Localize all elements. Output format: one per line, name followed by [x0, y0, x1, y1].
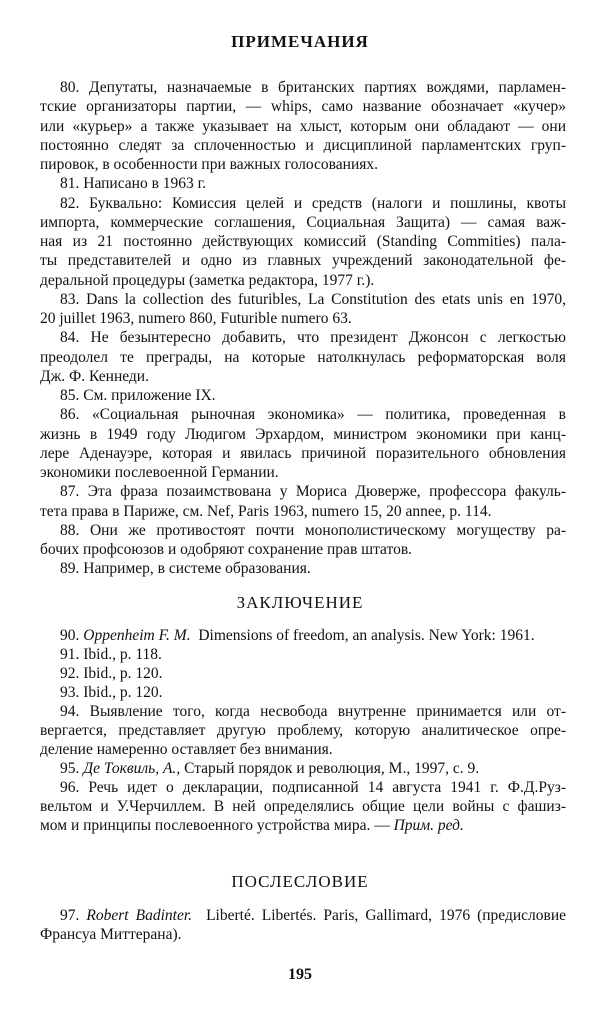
footnote — [40, 559, 566, 578]
footnote-line: деление намеренно оставляет без внимания. — [40, 741, 333, 758]
footnote — [40, 664, 566, 683]
footnote-line: тета права в Париже, см. Nef, Paris 1963, numero 15, 20 annee, p. 114. — [40, 502, 492, 520]
section-heading-conclusion: ЗАКЛЮЧЕНИЕ — [236, 593, 364, 612]
footnote-line: 20 juillet 1963, numero 860, Futurible numero 63. — [40, 310, 352, 327]
footnote-line: вергается, представляет другую проблему, которую аналитическое опре- — [40, 722, 566, 739]
footnote-line: вельтом и У.Черчиллем. В ней определялись общие цели войны с фашиз- — [40, 798, 566, 815]
text: 90. — [60, 627, 84, 644]
footnote-line — [40, 759, 566, 778]
footnote-line: 87. Эта фраза позаимствована у Мориса Дюверже, профессора факуль- — [60, 483, 566, 501]
italic-text: Oppenheim F. M. — [83, 627, 191, 644]
text: Liberté. Libertés. Paris, Gallimard, 1976 (предисловие — [192, 907, 567, 924]
footnote — [40, 290, 566, 329]
footnote-line: 86. «Социальная рыночная экономика» — политика, проведенная в — [60, 406, 566, 424]
footnote-line: постоянно следят за сплоченностью и дисциплиной парламентских груп- — [40, 136, 566, 154]
footnote-line: тские организаторы партии, — whips, само название обозначает «кучер» — [40, 98, 566, 116]
italic-text: Robert Badinter. — [86, 907, 193, 924]
footnote — [40, 386, 566, 405]
footnote-line: ты представителей и одно из главных учреждений законодательной фе- — [40, 252, 566, 270]
footnote — [40, 626, 566, 645]
footnote-line: 81. Написано в 1963 г. — [60, 175, 207, 193]
footnote-line — [40, 906, 566, 925]
footnote — [40, 683, 566, 702]
footnote — [40, 405, 566, 482]
footnote-line: или «курьер» а также указывает на хлыст, которым они обладают — они — [40, 117, 566, 135]
footnote-line: 91. Ibid., p. 118. — [60, 646, 162, 663]
footnote-line: экономики послевоенной Германии. — [40, 464, 279, 481]
notes-list-posleslovie — [40, 906, 566, 945]
footnote — [40, 906, 566, 945]
footnote-line: преодолел те преграды, на которые натолкнулась реформаторская воля — [40, 348, 566, 366]
italic-text: Прим. ред. — [393, 817, 464, 834]
footnote-line: 92. Ibid., p. 120. — [60, 665, 163, 682]
footnote-line: деральной процедуры (заметка редактора, 1977 г.). — [40, 271, 375, 289]
page-number: 195 — [288, 966, 312, 983]
section-heading-notes: ПРИМЕЧАНИЯ — [231, 32, 369, 51]
footnote — [40, 702, 566, 759]
footnote-line: 83. Dans la collection des futuribles, La Constitution des etats unis en 1970, — [60, 290, 566, 308]
text: 95. — [60, 760, 84, 777]
footnote-line: 80. Депутаты, назначаемые в британских партиях вождями, парламен- — [60, 79, 566, 96]
footnote-line: лере Аденауэре, которая и явилась причиной поразительного обновления — [40, 444, 566, 462]
footnote-line: 85. См. приложение IX. — [60, 387, 216, 404]
footnote-line: 93. Ibid., p. 120. — [60, 684, 163, 701]
footnote-line — [40, 816, 566, 835]
footnote-line: импорта, коммерческие соглашения, Социальная Защита) — самая важ- — [40, 213, 566, 231]
footnote-line: 82. Буквально: Комиссия целей и средств (налоги и пошлины, квоты — [60, 194, 566, 212]
notes-list-primechaniya — [40, 78, 566, 579]
footnote — [40, 778, 566, 835]
text: 97. — [60, 907, 87, 924]
footnote — [40, 645, 566, 664]
footnote — [40, 328, 566, 386]
footnote — [40, 759, 566, 778]
footnote — [40, 194, 566, 290]
footnote-line: 89. Например, в системе образования. — [60, 560, 311, 578]
footnote-line: ная из 21 постоянно действующих комиссий (Standing Commities) пала- — [40, 233, 566, 250]
italic-text: Де Токвиль, А. — [83, 760, 177, 777]
footnote-line: Франсуа Миттерана). — [40, 926, 182, 944]
footnote-line: жизнь в 1949 году Людигом Эрхардом, министром экономики при канц- — [40, 425, 566, 443]
section-heading-afterword: ПОСЛЕСЛОВИЕ — [231, 872, 369, 891]
footnote — [40, 521, 566, 560]
text: мом и принципы послевоенного устройства мира. — — [40, 817, 394, 834]
footnote-line: Дж. Ф. Кеннеди. — [40, 367, 149, 385]
footnote — [40, 174, 566, 193]
footnote-line: 88. Они же противостоят почти монополистическому могуществу ра- — [60, 521, 566, 539]
footnote-line: бочих профсоюзов и одобряют сохранение прав штатов. — [40, 541, 413, 558]
footnote-line: пировок, в особенности при важных голосованиях. — [40, 156, 379, 173]
footnote-line — [40, 626, 566, 645]
footnote-line: 84. Не безынтересно добавить, что президент Джонсон с легкостью — [60, 329, 566, 347]
text: Dimensions of freedom, an analysis. New York: 1961. — [190, 627, 535, 644]
footnote — [40, 78, 566, 174]
footnote-line: 94. Выявление того, когда несвобода внутренне принимается или от- — [60, 703, 566, 720]
footnote-line: 96. Речь идет о декларации, подписанной 14 августа 1941 г. Ф.Д.Руз- — [60, 779, 566, 796]
text: , Старый порядок и революция, М., 1997, с. 9. — [176, 760, 480, 777]
notes-list-zaklyuchenie — [40, 626, 566, 835]
footnote — [40, 482, 566, 521]
